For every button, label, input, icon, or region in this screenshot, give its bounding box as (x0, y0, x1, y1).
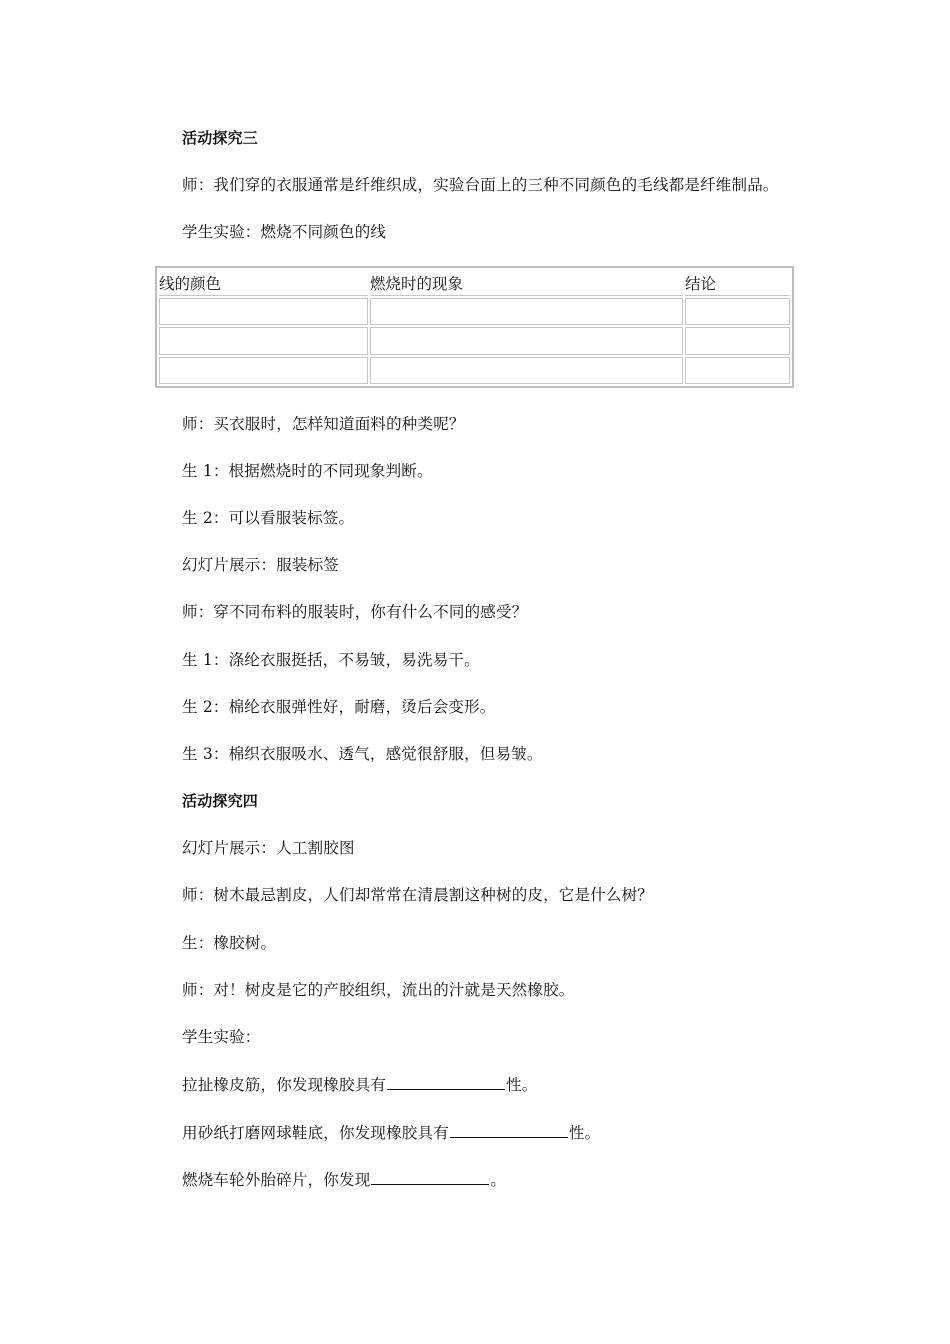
paragraph-line: 生 2：可以看服装标签。 (182, 509, 355, 527)
fill-in-prompt: 燃烧车轮外胎碎片，你发现 (182, 1171, 371, 1189)
table-header-cell-conclusion: 结论 (685, 270, 790, 296)
table-cell (685, 298, 790, 325)
fill-in-suffix: 。 (490, 1171, 507, 1189)
fill-in-prompt: 拉扯橡皮筋，你发现橡胶具有 (182, 1076, 387, 1094)
fill-in-suffix: 性。 (506, 1076, 538, 1094)
fill-in-line (182, 1169, 506, 1190)
paragraph-line: 学生实验： (182, 1028, 261, 1046)
answer-blank[interactable] (371, 1169, 489, 1185)
table-header-row (159, 270, 790, 296)
paragraph-line: 生：橡胶树。 (182, 934, 277, 952)
paragraph-line: 师：我们穿的衣服通常是纤维织成，实验台面上的三种不同颜色的毛线都是纤维制品。 (182, 176, 779, 194)
table-row (159, 298, 790, 325)
table-cell (685, 357, 790, 384)
fill-in-line (182, 1074, 538, 1095)
table-row (159, 327, 790, 354)
table-cell (370, 298, 683, 325)
paragraph-line: 师：买衣服时，怎样知道面料的种类呢？ (182, 415, 465, 433)
paragraph-line: 生 1：涤纶衣服挺括，不易皱，易洗易干。 (182, 651, 480, 669)
table-row (159, 357, 790, 384)
paragraph-line: 幻灯片展示：服装标签 (182, 556, 340, 574)
answer-blank[interactable] (387, 1074, 505, 1090)
section-heading-activity-3: 活动探究三 (182, 129, 259, 147)
table-cell (370, 327, 683, 354)
paragraph-line: 生 1：根据燃烧时的不同现象判断。 (182, 462, 433, 480)
paragraph-line: 师：树木最忌割皮，人们却常常在清晨割这种树的皮，它是什么树？ (182, 886, 654, 904)
table-header-cell-color: 线的颜色 (159, 270, 368, 296)
paragraph-line: 生 2：棉纶衣服弹性好，耐磨，烫后会变形。 (182, 698, 496, 716)
experiment-table (155, 266, 794, 388)
paragraph-line: 师：穿不同布料的服装时，你有什么不同的感受？ (182, 603, 528, 621)
section-heading-activity-4: 活动探究四 (182, 792, 259, 810)
fill-in-suffix: 性。 (568, 1124, 601, 1142)
table-cell (370, 357, 683, 384)
paragraph-line: 师：对！树皮是它的产胶组织，流出的汁就是天然橡胶。 (182, 981, 575, 999)
fill-in-line (182, 1122, 600, 1143)
fill-in-prompt: 用砂纸打磨网球鞋底，你发现橡胶具有 (182, 1124, 449, 1142)
table-cell (159, 357, 368, 384)
table-cell (685, 327, 790, 354)
table-cell (159, 298, 368, 325)
table-cell (159, 327, 368, 354)
table-header-cell-phenomenon: 燃烧时的现象 (370, 270, 683, 296)
answer-blank[interactable] (450, 1122, 568, 1138)
paragraph-line: 学生实验：燃烧不同颜色的线 (182, 223, 387, 241)
paragraph-line: 幻灯片展示：人工割胶图 (182, 839, 355, 857)
paragraph-line: 生 3：棉织衣服吸水、透气，感觉很舒服，但易皱。 (182, 745, 543, 763)
